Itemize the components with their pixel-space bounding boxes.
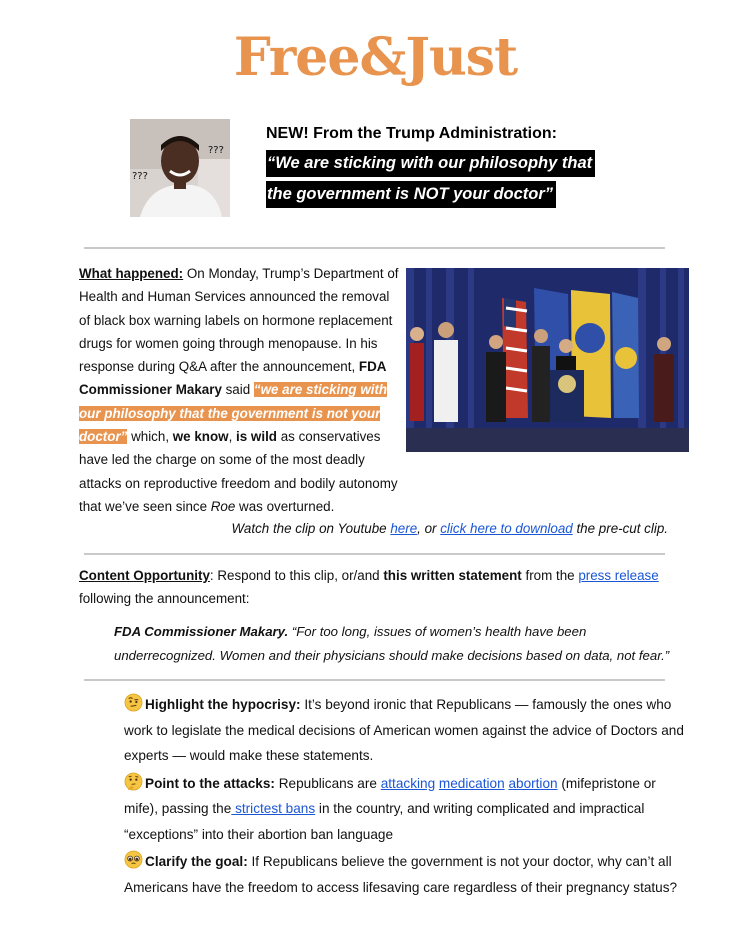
headline-intro: NEW! From the Trump Administration:	[266, 125, 557, 142]
content-opportunity-label: Content Opportunity	[79, 568, 210, 583]
commissioner-quote	[114, 620, 684, 668]
attacks-text-2: (mifepristone or mife), passing the	[124, 775, 656, 816]
youtube-here-link[interactable]: here	[390, 521, 418, 536]
content-opportunity-paragraph	[79, 564, 679, 611]
watch-prefix: Watch the clip on Youtube	[231, 521, 391, 536]
what-happened-text-4: was overturned.	[235, 498, 335, 514]
what-happened-label: What happened:	[79, 266, 184, 281]
hypocrisy-title: Highlight the hypocrisy:	[145, 697, 301, 712]
divider	[84, 247, 665, 249]
avatar-illustration	[130, 119, 230, 217]
raised-eyebrow-icon	[124, 693, 143, 712]
attacks-text-3: in the country, and writing complicated and impractical “exceptions” into their abortion ban language	[124, 801, 645, 842]
goal-text: If Republicans believe the government is not your doctor, why can’t all Americans have the freedom to access lifesaving care regardless of their pregnancy status?	[124, 854, 678, 895]
attacking-link[interactable]: attacking	[380, 775, 436, 791]
talking-point-goal	[124, 849, 684, 900]
question-marks-right: ???	[208, 145, 224, 156]
strictest-bans-link[interactable]: strictest bans	[231, 801, 316, 816]
press-conference-photo	[406, 268, 689, 452]
goal-title: Clarify the goal:	[145, 854, 248, 869]
content-opportunity-text-3: following the announcement:	[79, 591, 250, 607]
talking-point-hypocrisy	[124, 692, 684, 769]
hypocrisy-text: It’s beyond ironic that Republicans — famously the ones who work to legislate the medical decisions of American women against the advice of Doctors and experts — would make these statements.	[124, 697, 684, 763]
pleading-face-icon	[124, 850, 143, 869]
what-happened-text-2: which,	[127, 429, 173, 445]
medication-link[interactable]: medication	[438, 775, 505, 791]
what-happened-text-3: as conservatives have led the charge on some of the most deadly attacks on reproductive freedom and bodily autonomy that we’ve seen since	[79, 429, 398, 514]
abortion-link[interactable]: abortion	[508, 775, 558, 791]
roe-text: Roe	[210, 498, 236, 514]
attacks-text-1: Republicans are	[274, 775, 381, 791]
quote-text: “For too long, issues of women’s health have been underrecognized. Women and their physicians should make decisions based on data, not fear.”	[114, 624, 670, 663]
headline-quote-line-2: the government is NOT your doctor”	[266, 181, 556, 208]
thinking-face-icon	[124, 772, 143, 791]
meme-avatar-image	[130, 119, 230, 217]
content-opportunity-text-2: from the	[521, 568, 579, 583]
attacks-title: Point to the attacks:	[145, 775, 275, 791]
watch-middle: , or	[417, 521, 441, 536]
talking-point-attacks	[124, 771, 684, 848]
what-happened-paragraph	[79, 262, 404, 518]
is-wild-text: is wild	[236, 429, 277, 445]
press-conference-illustration	[406, 268, 689, 452]
free-and-just-logo: Free&Just	[233, 27, 518, 88]
comma-text: ,	[228, 429, 233, 445]
what-happened-text-1: On Monday, Trump’s Department of Health and Human Services announced the removal of black box warning labels on hormone replacement drugs for women going through menopause. In his response during Q&A after the announcement,	[79, 266, 399, 375]
press-release-link[interactable]: press release	[578, 568, 659, 583]
speaker-name: FDA Commissioner Makary	[79, 359, 386, 398]
written-statement-text: this written statement	[383, 568, 522, 583]
we-know-text: we know	[172, 429, 229, 445]
question-marks-left: ???	[132, 171, 148, 182]
content-opportunity-text-1: : Respond to this clip, or/and	[209, 568, 384, 583]
headline-quote-line-1: “We are sticking with our philosophy that	[266, 150, 595, 177]
watch-suffix: the pre-cut clip.	[572, 521, 668, 536]
highlighted-quote: “we are sticking with our philosophy that the government is not your doctor”	[79, 382, 388, 445]
download-clip-link[interactable]: click here to download	[440, 521, 573, 536]
said-text: said	[221, 382, 254, 398]
watch-clip-line	[0, 518, 668, 540]
divider	[84, 679, 665, 681]
quote-speaker: FDA Commissioner Makary.	[114, 624, 289, 639]
headline	[266, 122, 686, 208]
divider	[84, 553, 665, 555]
talking-points	[124, 692, 684, 902]
